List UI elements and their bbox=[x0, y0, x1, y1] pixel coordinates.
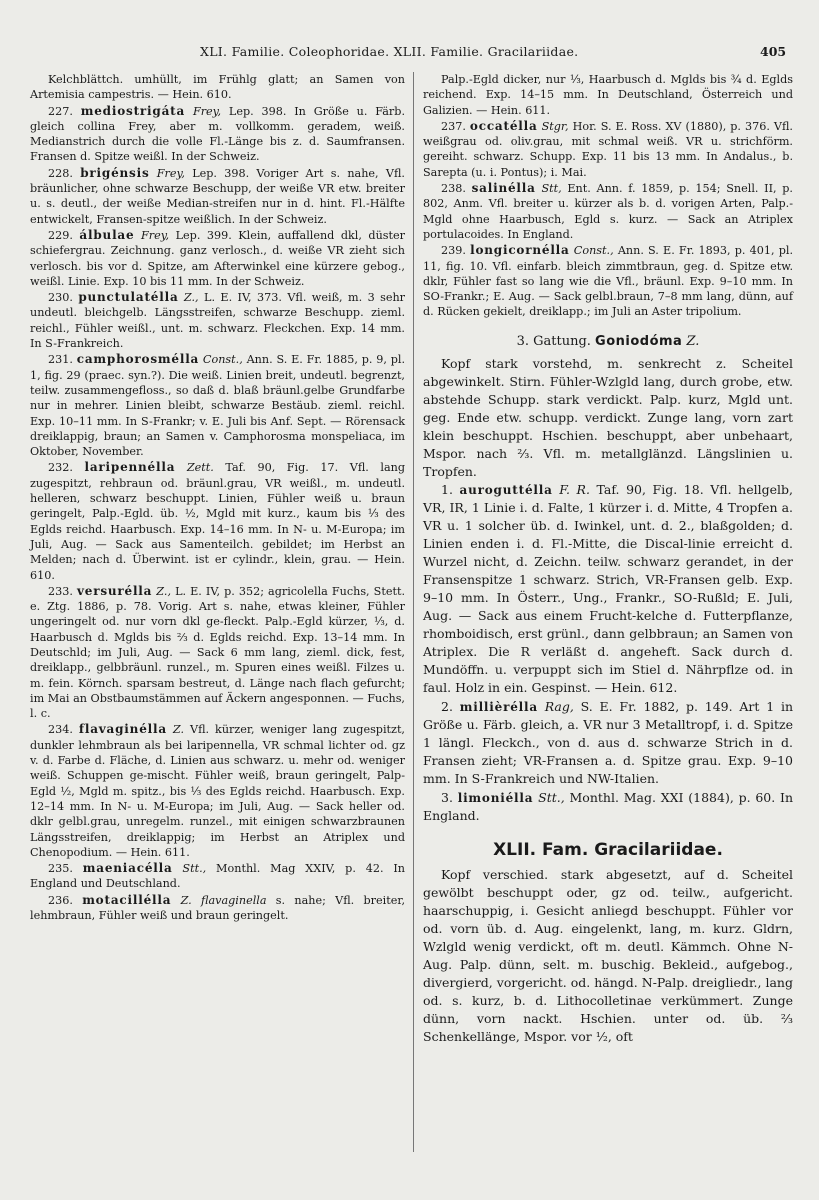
entry-text: Lep. 399. Klein, auffallend dkl, düster schiefergrau. Zeichnung. ganz verlosch., d. weiße VR zieht sich verlosch. bis vor d. Spitze, am Afterwinkel eine kürzere gebog., weißl. Linie. Exp. 10 bis 11 mm. In der Schweiz. bbox=[30, 228, 405, 288]
entry-text: Lep. 398. Voriger Art s. nahe, Vfl. bräunlicher, ohne schwarze Beschupp, der weiße VR etw. breiter u. s. deutl., der weiße Median-streifen nur in d. hint. Fl.-Hälfte entwickelt, Fransen-spitze weißlich. In der Schweiz. bbox=[30, 166, 405, 226]
species-author: Stgr, bbox=[537, 119, 569, 133]
running-header bbox=[0, 44, 819, 66]
species-name: auroguttélla bbox=[459, 483, 553, 498]
entry-text: Monthl. Mag XXIV, p. 42. In England und Deutschland. bbox=[30, 862, 405, 891]
species-entry bbox=[423, 72, 793, 118]
entry-text: Taf. 90, Fig. 18. Vfl. hellgelb, VR, IR, 1 Linie i. d. Falte, 1 kürzer i. d. Mitte, 4 Tropfen a. VR u. 1 solcher üb. d. Iwinkel, unt. d. 2., blaßgolden; d. Linien enden i. d. Fl.-Mitte, die Discal-linie erreicht d. Wurzel nicht, d. Zeichn. teilw. schwarz gerandet, in der Fransenspitze 1 schwarz. Strich, VR-Fransen gelb. Exp. 9–10 mm. In Österr., Ung., Frankr., SO-Rußld; E. Juli, Aug. — Sack aus einem Frucht-kelche d. Futterpflanze, rhomboidisch, erst grünl., dann gelbbraun; an Samen von Atriplex. Die R verläßt d. angeheft. Sack durch d. Mundöffn. u. verpuppt sich im Stiel d. Nährpflze od. in faul. Holz in ein. Gespinst. — Hein. 612. bbox=[423, 482, 793, 696]
genus-heading bbox=[423, 334, 793, 349]
species-entry bbox=[30, 290, 405, 351]
species-name: maeniacélla bbox=[82, 861, 173, 876]
left-column bbox=[30, 72, 405, 923]
genus-prefix: 3. Gattung. bbox=[516, 333, 596, 349]
species-entry bbox=[30, 861, 405, 892]
species-author: Const., bbox=[199, 353, 243, 367]
entry-text: Ann. S. E. Fr. 1893, p. 401, pl. 11, fig. 10. Vfl. einfarb. bleich zimmtbraun, geg. d. Spitze etw. dklr, Fühler fast so lang wie die Vfl., bräunl. Exp. 9–10 mm. In SO-Frankr.; E. Aug. — Sack gelbl.braun, 7–8 mm lang, dünn, auf d. Rücken gekielt, dreiklapp.; im Juli an Aster tripolium. bbox=[423, 244, 794, 319]
entry-number: 237. bbox=[441, 119, 470, 133]
column-divider bbox=[413, 72, 414, 1152]
entry-number: 3. bbox=[441, 790, 458, 806]
species-entry bbox=[30, 893, 405, 924]
species-author: Frey, bbox=[134, 228, 170, 242]
entry-number: 228. bbox=[48, 166, 81, 180]
entry-number: 233. bbox=[48, 584, 77, 598]
entry-text: Taf. 90, Fig. 17. Vfl. lang zugespitzt, rehbraun od. bräunl.grau, VR weißl., m. undeutl. helleren, schwarz beschuppt. Linien, Fühler weiß u. braun geringelt, Palp.-Egld. üb. ½, Mgld mit kurz., kaum bis ⅓ des Eglds reichd. Haarbusch. Exp. 14–16 mm. In N- u. M-Europa; im Juli, Aug. — Sack aus Samenteilch. gebildet; im Herbst an Melden; nach d. Überwint. ist er cylindr., klein, grau. — Hein. 610. bbox=[30, 461, 406, 582]
entry-number: 239. bbox=[441, 244, 471, 258]
species-entry bbox=[30, 460, 405, 582]
species-name: limoniélla bbox=[457, 791, 534, 806]
species-name: punctulatélla bbox=[78, 290, 179, 305]
species-entry bbox=[30, 104, 405, 165]
species-name: laripennélla bbox=[84, 460, 176, 475]
entry-text: S. E. Fr. 1882, p. 149. Art 1 in Größe u. Färb. gleich, a. VR nur 3 Metalltropf, i. d. Spitze 1 längl. Fleckch., von d. aus d. schwarze Strich in d. Fransen zieht; VR-Fransen a. d. Spitze grau. Exp. 9–10 mm. In S-Frankreich und NW-Italien. bbox=[423, 699, 793, 787]
species-name: millièrélla bbox=[459, 700, 538, 715]
species-name: álbulae bbox=[79, 227, 135, 242]
genus-author: Z. bbox=[682, 333, 700, 349]
species-author: Z. bbox=[166, 723, 185, 737]
species-author: Const., bbox=[569, 244, 614, 258]
entry-number: 232. bbox=[48, 461, 85, 475]
entry-number: 2. bbox=[441, 699, 460, 715]
species-author: Frey, bbox=[185, 104, 222, 118]
species-author: Frey, bbox=[149, 166, 185, 180]
species-author: Stt., bbox=[172, 862, 207, 876]
entry-number: 235. bbox=[48, 862, 83, 876]
header-title: XLI. Familie. Coleophoridae. XLII. Familie. Gracilariidae. bbox=[200, 44, 579, 59]
species-name: versurélla bbox=[76, 583, 153, 598]
entry-number: 229. bbox=[48, 228, 80, 242]
entry-text: L. E. IV, p. 352; agricolella Fuchs, Stett. e. Ztg. 1886, p. 78. Vorig. Art s. nahe, etwas kleiner, Fühler ungeringelt od. nur vorn dkl ge-fleckt. Palp.-Egld kürzer, ⅓, d. Haarbusch d. Mglds bis ⅔ d. Eglds reichd. Exp. 13–14 mm. In Deutschld; im Juli, Aug. — Sack 6 mm lang, zieml. dick, fest, dreiklapp., gelbbräunl. runzel., m. Spuren eines weißl. Filzes u. m. fein. Körnch. sparsam bestreut, d. Länge nach flach gefurcht; im Mai an Obstbaumstämmen auf Äckern angesponnen. — Fuchs, l. c. bbox=[30, 584, 406, 721]
species-author: Stt, bbox=[535, 182, 562, 196]
entry-text: Lep. 398. In Größe u. Färb. gleich collina Frey, aber m. vollkomm. geradem, weiß. Medianstrich durch die volle Fl.-Länge bis z. d. Saumfransen. Fransen d. Spitze weißl. In der Schweiz. bbox=[30, 104, 405, 164]
species-author: Stt., bbox=[533, 790, 565, 806]
species-entry bbox=[423, 243, 793, 319]
genus-description: Kopf stark vorstehd, m. senkrecht z. Scheitel abgewinkelt. Stirn. Fühler-Wzlgld lang, durch grobe, etw. abstehde Schupp. stark verdickt. Palp. kurz, Mgld unt. geg. Ende etw. schupp. verdickt. Zunge lang, vorn zart klein beschuppt. Hschien. beschuppt, aber unbehaart, Mspor. nach ⅔. Vfl. m. metallglänzd. Längslinien u. Tropfen. bbox=[423, 356, 793, 480]
species-entry bbox=[30, 352, 405, 459]
species-entry bbox=[423, 789, 793, 825]
species-name: camphorosmélla bbox=[76, 352, 200, 367]
species-name: salinélla bbox=[471, 181, 536, 196]
species-entry bbox=[30, 228, 405, 289]
right-column-entries bbox=[423, 72, 793, 320]
entry-text: Ent. Ann. f. 1859, p. 154; Snell. II, p. 802, Anm. Vfl. breiter u. kürzer als b. d. vorigen Arten, Palp.-Mgld ohne Haarbusch, Egld s. kurz. — Sack an Atriplex portulacoides. In England. bbox=[423, 182, 793, 241]
family-description: Kopf verschied. stark abgesetzt, auf d. Scheitel gewölbt beschuppt oder, gz od. teilw., aufgericht. haarschuppig, i. Gesicht anliegd beschuppt. Fühler vor od. vorn üb. d. Aug. eingelenkt, lang, m. kurz. Gldrn, Wzlgld wenig verdickt, oft m. deutl. Kämmch. Ohne N-Aug. Palp. dünn, selt. m. buschig. Bekleid., aufgebog., divergierd, vorgericht. od. hängd. N-Palp. dreigliedr., lang od. s. kurz, b. d. Lithocolletinae verkümmert. Zunge dünn, vorn nackt. Hschien. unter od. üb. ⅔ Schenkellänge, Mspor. vor ½, oft bbox=[423, 867, 793, 1045]
species-author: Z. flavaginella bbox=[171, 893, 267, 907]
species-name: flavaginélla bbox=[78, 722, 167, 737]
entry-number: 238. bbox=[441, 182, 472, 196]
species-entry bbox=[423, 698, 793, 788]
species-name: longicornélla bbox=[470, 243, 570, 258]
entry-text: Kelchblättch. umhüllt, im Frühlg glatt; an Samen von Artemisia campestris. — Hein. 610. bbox=[30, 73, 405, 102]
entry-text: Vfl. kürzer, weniger lang zugespitzt, dunkler lehmbraun als bei laripennella, VR schmal lichter od. gz v. d. Farbe d. Fläche, d. Linien aus schwarz. u. mehr od. weniger weiß. Schuppen ge-mischt. Fühler weiß, braun geringelt, Palp-Egld ½, Mgld m. spitz., bis ⅓ des Eglds reichd. Haarbusch. Exp. 12–14 mm. In N- u. M-Europa; im Juli, Aug. — Sack heller od. dklr gelbl.grau, unregelm. runzel., mit einigen schwarzbraunen Längsstreifen, dreiklappig; im Herbst an Atriplex und Chenopodium. — Hein. 611. bbox=[30, 723, 405, 859]
species-entry bbox=[30, 722, 405, 860]
entry-text: Hor. S. E. Ross. XV (1880), p. 376. Vfl. weißgrau od. oliv.grau, mit schmal weiß. VR u. strichförm. gereiht. schwarz. Schupp. Exp. 11 bis 13 mm. In Andalus., b. Sarepta (u. i. Pontus); i. Mai. bbox=[423, 119, 793, 179]
entry-text: L. E. IV, 373. Vfl. weiß, m. 3 sehr undeutl. bleichgelb. Längsstreifen, schwarze Beschupp. zieml. reichl., Fühler weißl., unt. m. schwarz. Fleckchen. Exp. 14 mm. In S-Frankreich. bbox=[30, 291, 405, 351]
genus-species-list bbox=[423, 481, 793, 825]
page-number: 405 bbox=[760, 44, 787, 59]
species-name: occatélla bbox=[469, 118, 538, 133]
species-entry bbox=[30, 166, 405, 227]
entry-text: Ann. S. E. Fr. 1885, p. 9, pl. 1, fig. 29 (praec. syn.?). Die weiß. Linien breit, undeutl. begrenzt, teilw. zusammengefloss., so daß d. blaß bräunl.gelbe Grundfarbe nur in mehrer. Linien bleibt, schwarze Bestäub. zieml. reichl. Exp. 10–11 mm. In S-Frankr; v. E. Juli bis Anf. Sept. — Rörensack dreiklappig, braun; an Samen v. Camphorosma monspeliaca, im Oktober, November. bbox=[30, 353, 405, 459]
species-entry bbox=[30, 72, 405, 103]
entry-text: s. nahe; Vfl. breiter, lehmbraun, Fühler weiß und braun geringelt. bbox=[30, 893, 405, 923]
entry-text: Monthl. Mag. XXI (1884), p. 60. In England. bbox=[423, 790, 794, 824]
right-column bbox=[423, 72, 793, 1046]
entry-number: 236. bbox=[48, 893, 83, 907]
family-heading: XLII. Fam. Gracilariidae. bbox=[493, 840, 723, 861]
species-author: F. R. bbox=[552, 482, 590, 498]
entry-number: 227. bbox=[48, 104, 81, 118]
species-name: motacillélla bbox=[82, 892, 172, 907]
species-author: Zett. bbox=[175, 461, 214, 475]
species-author: Rag, bbox=[537, 699, 574, 715]
entry-number: 1. bbox=[441, 482, 460, 498]
entry-number: 230. bbox=[48, 291, 79, 305]
species-author: Z., bbox=[178, 291, 199, 305]
species-author: Z., bbox=[152, 584, 172, 598]
genus-name: Goniodóma bbox=[595, 333, 683, 349]
species-name: mediostrigáta bbox=[80, 103, 186, 118]
species-entry bbox=[30, 584, 405, 722]
entry-number: 231. bbox=[48, 353, 77, 367]
species-entry bbox=[423, 481, 793, 697]
entry-number: 234. bbox=[48, 723, 79, 737]
species-entry bbox=[423, 119, 793, 180]
entry-text: Palp.-Egld dicker, nur ⅓, Haarbusch d. Mglds bis ¾ d. Eglds reichend. Exp. 14–15 mm. In Deutschland, Österreich und Galizien. — Hein. 611. bbox=[423, 73, 793, 117]
species-entry bbox=[423, 181, 793, 242]
species-name: brigénsis bbox=[80, 165, 150, 180]
